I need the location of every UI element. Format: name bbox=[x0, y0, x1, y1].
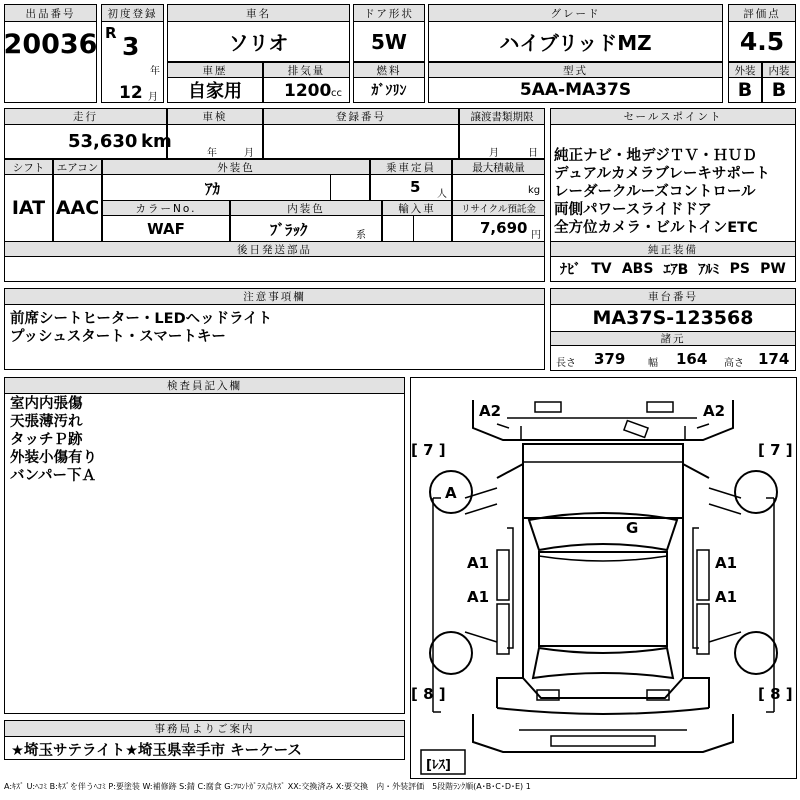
interior-color-unit: 系 bbox=[356, 230, 366, 241]
mileage-unit: km bbox=[141, 131, 172, 152]
damage-mark: A1 bbox=[715, 588, 738, 606]
plate-cell bbox=[263, 124, 459, 159]
first-registration-era: R bbox=[105, 24, 117, 42]
width-value: 164 bbox=[676, 350, 708, 368]
interior-color-header: 内装色 bbox=[230, 200, 382, 216]
displacement-unit: cc bbox=[331, 88, 342, 99]
month-unit: 月 bbox=[148, 92, 158, 103]
recycle-header: リサイクル預託金 bbox=[452, 200, 545, 216]
door-type: 5W bbox=[353, 21, 425, 62]
plate-header: 登録番号 bbox=[263, 108, 459, 125]
mileage: 53,630 bbox=[68, 131, 138, 152]
sales-point-item: レーダークルーズコントロール bbox=[554, 184, 756, 200]
door-header: ドア形状 bbox=[353, 4, 425, 22]
inspection-header: 車検 bbox=[167, 108, 263, 125]
inspection-year-unit: 年 bbox=[207, 148, 217, 159]
color-number-header: カラーNo. bbox=[102, 200, 230, 216]
aircon-header: エアコン bbox=[53, 159, 102, 175]
car-outline bbox=[411, 378, 796, 778]
genuine-equipment-header: 純正装備 bbox=[550, 241, 796, 257]
import-subcell bbox=[413, 215, 452, 242]
genuine-item: PS bbox=[729, 261, 750, 277]
length-label: 長さ bbox=[556, 358, 576, 369]
score-header: 評価点 bbox=[728, 4, 796, 22]
genuine-item: ABS bbox=[621, 261, 654, 277]
inspector-line: バンパー下Ａ bbox=[10, 468, 96, 484]
grade-header: グレード bbox=[428, 4, 723, 22]
sales-points-list bbox=[550, 124, 796, 242]
note-line: 前席シートヒーター・LEDヘッドライト bbox=[10, 311, 273, 327]
history-header: 車歴 bbox=[167, 62, 263, 78]
sales-points-header: セールスポイント bbox=[550, 108, 796, 125]
fuel-header: 燃料 bbox=[353, 62, 425, 78]
model-code-header: 型式 bbox=[428, 62, 723, 78]
transfer-header: 譲渡書類期限 bbox=[459, 108, 545, 125]
damage-mark: G bbox=[626, 519, 639, 537]
genuine-item: ﾅﾋﾞ bbox=[560, 262, 582, 278]
capacity-header: 乗車定員 bbox=[370, 159, 452, 175]
width-label: 幅 bbox=[648, 358, 658, 369]
inspector-cell bbox=[4, 393, 405, 714]
notes-cell bbox=[4, 304, 545, 370]
sales-point-item: 純正ナビ・地デジＴＶ・ＨＵＤ bbox=[554, 148, 757, 164]
exterior-color-header: 外装色 bbox=[102, 159, 370, 175]
sales-point-item: 全方位カメラ・ビルトインETC bbox=[554, 220, 758, 236]
damage-mark: A2 bbox=[703, 402, 726, 420]
genuine-item: PW bbox=[760, 261, 786, 277]
chassis-header: 車台番号 bbox=[550, 288, 796, 305]
interior-grade: B bbox=[762, 77, 796, 103]
sales-point-item: 両側パワースライドドア bbox=[554, 202, 712, 218]
interior-color: ﾌﾞﾗｯｸ bbox=[270, 221, 308, 239]
genuine-item: ｱﾙﾐ bbox=[698, 262, 720, 278]
genuine-item: ｴｱB bbox=[663, 262, 689, 278]
damage-mark: A1 bbox=[467, 588, 490, 606]
capacity-unit: 人 bbox=[437, 189, 447, 200]
lot-number-header: 出品番号 bbox=[4, 4, 97, 22]
shift: IAT bbox=[4, 174, 53, 242]
genuine-equipment-cell bbox=[550, 256, 796, 282]
length-value: 379 bbox=[594, 350, 626, 368]
first-registration-month: 12 bbox=[119, 83, 143, 103]
tire-depth: [ 7 ] bbox=[758, 441, 793, 459]
color-number: WAF bbox=[102, 215, 230, 242]
later-parts-cell bbox=[4, 256, 545, 282]
genuine-item: TV bbox=[591, 261, 612, 277]
exterior-header: 外装 bbox=[728, 62, 762, 78]
recycle-unit: 円 bbox=[531, 230, 541, 241]
capacity: 5 bbox=[410, 178, 421, 196]
dimensions-header: 諸元 bbox=[550, 331, 796, 346]
tire-depth: [ 7 ] bbox=[411, 441, 446, 459]
transfer-day-unit: 日 bbox=[528, 148, 538, 159]
office-note: ★埼玉サテライト★埼玉県幸手市 キーケース bbox=[4, 736, 405, 760]
import-header: 輸入車 bbox=[382, 200, 452, 216]
car-name: ソリオ bbox=[167, 21, 350, 62]
recycle-fee: 7,690 bbox=[480, 219, 528, 237]
exterior-color-subcell bbox=[330, 174, 370, 201]
note-line: プッシュスタート・スマートキー bbox=[10, 329, 226, 345]
inspector-line: タッチＰ跡 bbox=[10, 432, 83, 448]
chassis-number: MA37S-123568 bbox=[550, 304, 796, 332]
transfer-month-unit: 月 bbox=[489, 148, 499, 159]
damage-mark: A1 bbox=[715, 554, 738, 572]
first-registration-header: 初度登録 bbox=[101, 4, 164, 22]
fuel: ｶﾞｿﾘﾝ bbox=[353, 77, 425, 103]
height-value: 174 bbox=[758, 350, 790, 368]
office-header: 事務局よりご案内 bbox=[4, 720, 405, 737]
max-load-unit: kg bbox=[528, 185, 541, 196]
exterior-grade: B bbox=[728, 77, 762, 103]
inspector-header: 検査員記入欄 bbox=[4, 377, 405, 394]
exterior-color: ｱｶ bbox=[205, 180, 221, 198]
inspector-line: 室内内張傷 bbox=[10, 396, 83, 412]
later-parts-header: 後日発送部品 bbox=[4, 241, 545, 257]
history: 自家用 bbox=[167, 77, 263, 103]
legend: A:ｷｽﾞ U:ﾍｺﾐ B:ｷｽﾞを伴うﾍｺﾐ P:要塗装 W:補修跡 S:錆 C:腐食 G:ﾌﾛﾝﾄｶﾞﾗｽ点ｷｽﾞ XX:交換済み X:要交換 内・外装評価 5段階ﾗﾝｸ順(A･B･C･D･E) 1 bbox=[4, 782, 531, 791]
first-registration-year: 3 bbox=[122, 32, 140, 61]
score: 4.5 bbox=[728, 21, 796, 62]
inspector-line: 外装小傷有り bbox=[10, 450, 97, 466]
inspector-line: 天張薄汚れ bbox=[10, 414, 83, 430]
spare-tire: [ﾚｽ] bbox=[426, 758, 451, 773]
max-load-header: 最大積載量 bbox=[452, 159, 545, 175]
aircon: AAC bbox=[53, 174, 102, 242]
damage-mark: A1 bbox=[467, 554, 490, 572]
damage-diagram bbox=[410, 377, 797, 779]
grade: ハイブリッドMZ bbox=[428, 21, 723, 62]
displacement: 1200 bbox=[284, 81, 332, 101]
car-name-header: 車名 bbox=[167, 4, 350, 22]
mileage-header: 走行 bbox=[4, 108, 167, 125]
sales-point-item: デュアルカメラブレーキサポート bbox=[554, 166, 770, 182]
interior-header: 内装 bbox=[762, 62, 796, 78]
inspection-month-unit: 月 bbox=[244, 148, 254, 159]
damage-mark: A bbox=[445, 484, 457, 502]
displacement-header: 排気量 bbox=[263, 62, 350, 78]
lot-number: 20036 bbox=[3, 28, 98, 60]
model-code: 5AA-MA37S bbox=[428, 77, 723, 103]
notes-header: 注意事項欄 bbox=[4, 288, 545, 305]
tire-depth: [ 8 ] bbox=[411, 685, 446, 703]
tire-depth: [ 8 ] bbox=[758, 685, 793, 703]
height-label: 高さ bbox=[724, 358, 744, 369]
year-unit: 年 bbox=[150, 66, 160, 77]
shift-header: シフト bbox=[4, 159, 53, 175]
damage-mark: A2 bbox=[479, 402, 502, 420]
